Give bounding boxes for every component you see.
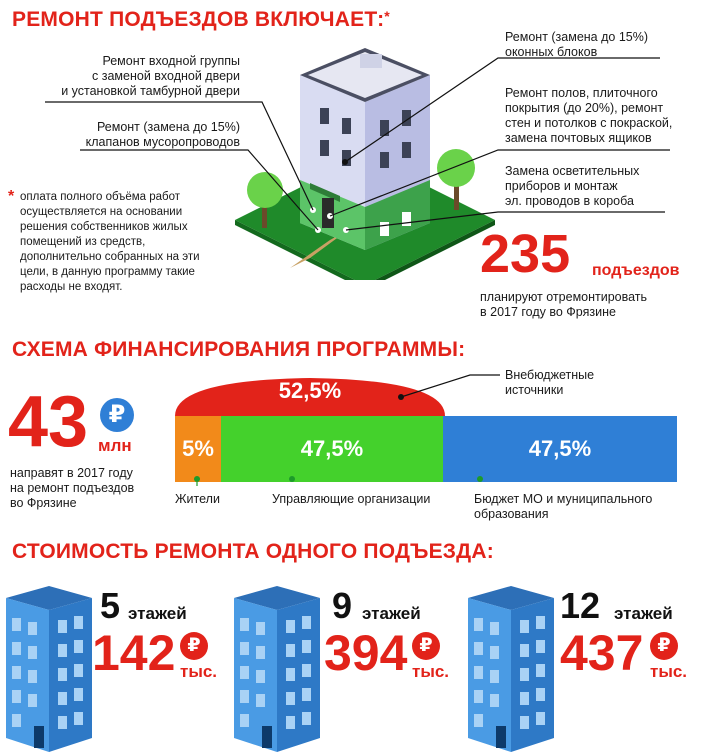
callout-lighting: Замена осветительных приборов и монтаж эл. проводов в короба: [505, 164, 640, 208]
cost-unit-5: тыс.: [180, 662, 218, 681]
callout-floors: Ремонт полов, плиточного покрытия (до 20%), ремонт стен и потолков с покраской, замена почтовых ящиков: [505, 86, 673, 145]
ruble-icon: ₽: [650, 632, 678, 660]
cost-unit-9: тыс.: [412, 662, 450, 681]
plan-unit: подъездов: [592, 262, 680, 279]
footnote: * оплата полного объёма работ осуществляется на основании решения собственников жилых помещений из средств, дополнительно собранных на эти цели, в данную программу такие расходы не входят.: [8, 188, 200, 293]
ruble-icon: ₽: [180, 632, 208, 660]
funding-description: направят в 2017 году на ремонт подъездов во Фрязине: [10, 466, 135, 510]
management-label: Управляющие организации: [272, 492, 431, 506]
funding-unit: млн: [98, 436, 132, 455]
cost-unit-12: тыс.: [650, 662, 688, 681]
extra-budget-label: Внебюджетные источники: [505, 368, 595, 397]
callout-entrance: Ремонт входной группы с заменой входной двери и установкой тамбурной двери: [61, 54, 240, 98]
budget-marker: [477, 476, 483, 482]
cost-price-5: 142: [92, 625, 176, 681]
extra-budget-pct: 52,5%: [278, 378, 342, 403]
building-5-floors-icon: [4, 586, 94, 752]
residents-segment: 5%: [175, 416, 221, 482]
cost-floors-9: 9: [332, 585, 353, 626]
plan-number: 235: [480, 224, 571, 284]
management-segment: 47,5%: [221, 416, 443, 482]
cost-floors-12: 12: [560, 585, 601, 626]
funding-amount: 43: [8, 382, 89, 462]
section-title-repairs: РЕМОНТ ПОДЪЕЗДОВ ВКЛЮЧАЕТ:*: [12, 8, 390, 31]
section-title-financing: СХЕМА ФИНАНСИРОВАНИЯ ПРОГРАММЫ:: [12, 338, 466, 361]
section-title-cost: СТОИМОСТЬ РЕМОНТА ОДНОГО ПОДЪЕЗДА:: [12, 540, 494, 563]
cost-price-9: 394: [324, 625, 408, 681]
cost-floors-label-9: этажей: [362, 604, 421, 623]
ruble-icon: ₽: [100, 398, 134, 432]
building-9-floors-icon: [232, 586, 322, 752]
residents-label: Жители: [175, 492, 220, 506]
ruble-icon: ₽: [412, 632, 440, 660]
cost-price-12: 437: [560, 625, 644, 681]
cost-floors-5: 5: [100, 585, 121, 626]
budget-label: Бюджет МО и муниципального образования: [474, 492, 653, 521]
building-12-floors-icon: [466, 586, 556, 752]
residents-marker: [194, 476, 200, 482]
callout-windows: Ремонт (замена до 15%) оконных блоков: [505, 30, 649, 59]
budget-segment: 47,5%: [443, 416, 677, 482]
cost-floors-label-5: этажей: [128, 604, 187, 623]
cost-floors-label-12: этажей: [614, 604, 673, 623]
management-marker: [289, 476, 295, 482]
callout-valves: Ремонт (замена до 15%) клапанов мусоропроводов: [85, 120, 240, 149]
plan-description: планируют отремонтировать в 2017 году во Фрязине: [480, 290, 648, 319]
